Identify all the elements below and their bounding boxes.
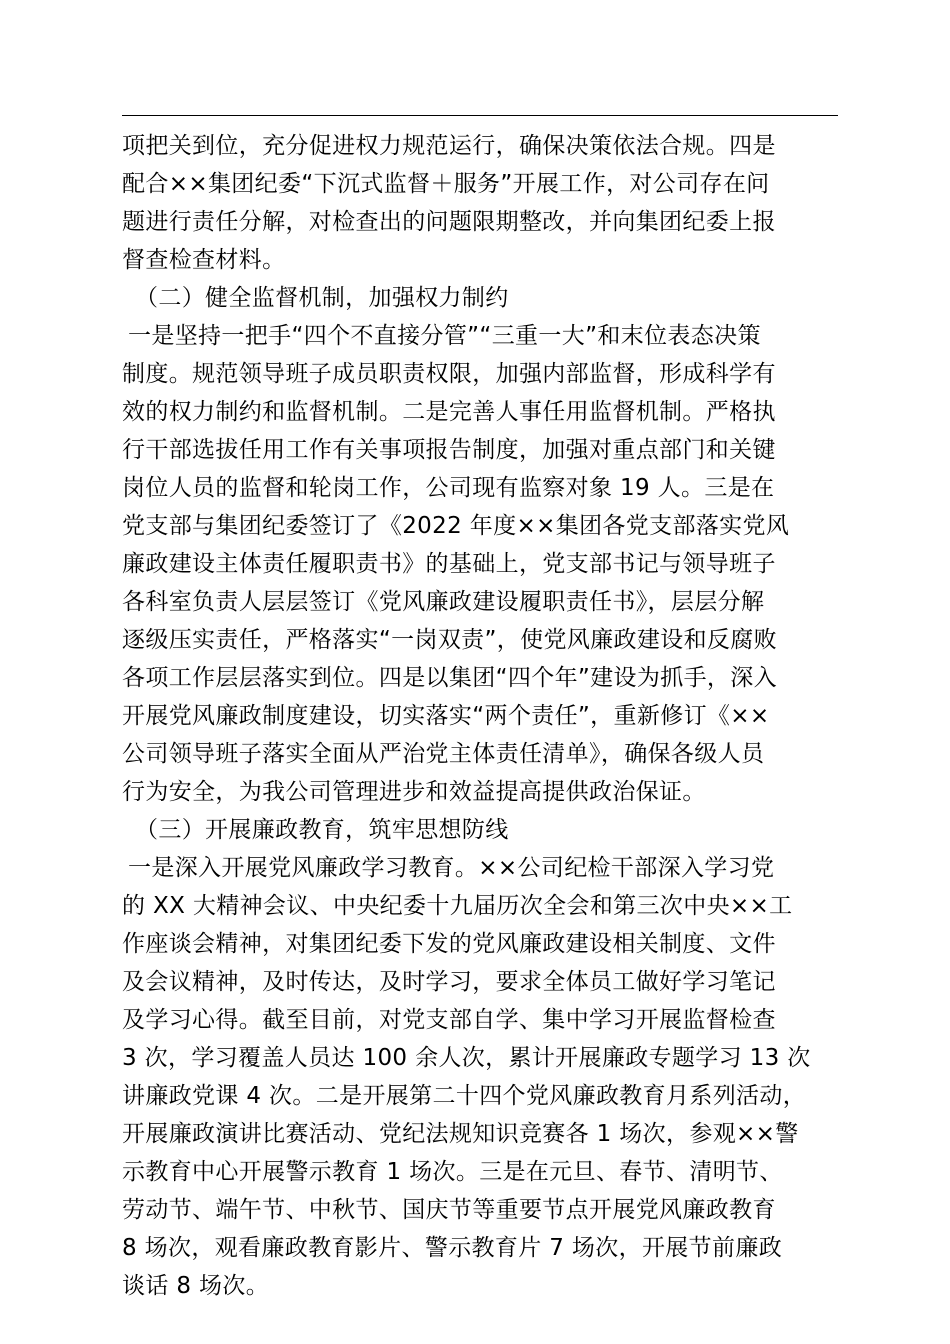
text-line: 开展党风廉政制度建设，切实落实“两个责任”，重新修订《×× [122,703,770,729]
text-line: 廉政建设主体责任履职责书》的基础上，党支部书记与领导班子 [122,551,776,577]
paragraph-first-line: 一是深入开展党风廉政学习教育。××公司纪检干部深入学习党 [128,855,775,881]
text-line: 制度。规范领导班子成员职责权限，加强内部监督，形成科学有 [122,361,776,387]
text-line: 及会议精神，及时传达，及时学习，要求全体员工做好学习笔记 [122,969,776,995]
section-heading: （二）健全监督机制，加强权力制约 [135,285,509,311]
text-line: 8 场次，观看廉政教育影片、警示教育片 7 场次，开展节前廉政 [122,1235,783,1261]
text-line: 行干部选拔任用工作有关事项报告制度，加强对重点部门和关键 [122,437,776,463]
text-line: 各项工作层层落实到位。四是以集团“四个年”建设为抓手，深入 [122,665,777,691]
text-line: 逐级压实责任，严格落实“一岗双责”，使党风廉政建设和反腐败 [122,627,777,653]
text-line: 各科室负责人层层签订《党风廉政建设履职责任书》，层层分解 [122,589,765,615]
text-line: 3 次，学习覆盖人员达 100 余人次，累计开展廉政专题学习 13 次 [122,1045,811,1071]
text-line: 配合××集团纪委“下沉式监督＋服务”开展工作，对公司存在问 [122,171,770,197]
text-line: 岗位人员的监督和轮岗工作，公司现有监察对象 19 人。三是在 [122,475,775,501]
text-line: 题进行责任分解，对检查出的问题限期整改，并向集团纪委上报 [122,209,776,235]
document-body [122,127,862,1305]
text-line: 作座谈会精神，对集团纪委下发的党风廉政建设相关制度、文件 [122,931,776,957]
text-line: 示教育中心开展警示教育 1 场次。三是在元旦、春节、清明节、 [122,1159,783,1185]
text-line: 开展廉政演讲比赛活动、党纪法规知识竞赛各 1 场次，参观××警 [122,1121,799,1147]
text-line: 效的权力制约和监督机制。二是完善人事任用监督机制。严格执 [122,399,776,425]
text-line: 讲廉政党课 4 次。二是开展第二十四个党风廉政教育月系列活动， [122,1083,807,1109]
text-line: 公司领导班子落实全面从严治党主体责任清单》，确保各级人员 [122,741,765,767]
text-line: 项把关到位，充分促进权力规范运行，确保决策依法合规。四是 [122,133,776,159]
paragraph-first-line: 一是坚持一把手“四个不直接分管”“三重一大”和末位表态决策 [128,323,761,349]
text-line: 的 XX 大精神会议、中央纪委十九届历次全会和第三次中央××工 [122,893,793,919]
text-line: 及学习心得。截至目前，对党支部自学、集中学习开展监督检查 [122,1007,776,1033]
header-divider [122,115,838,116]
section-heading: （三）开展廉政教育，筑牢思想防线 [135,817,509,843]
text-line: 谈话 8 场次。 [122,1273,270,1299]
text-line: 劳动节、端午节、中秋节、国庆节等重要节点开展党风廉政教育 [122,1197,776,1223]
text-line: 督查检查材料。 [122,247,286,273]
text-line: 党支部与集团纪委签订了《2022 年度××集团各党支部落实党风 [122,513,790,539]
text-line: 行为安全，为我公司管理进步和效益提高提供政治保证。 [122,779,706,805]
